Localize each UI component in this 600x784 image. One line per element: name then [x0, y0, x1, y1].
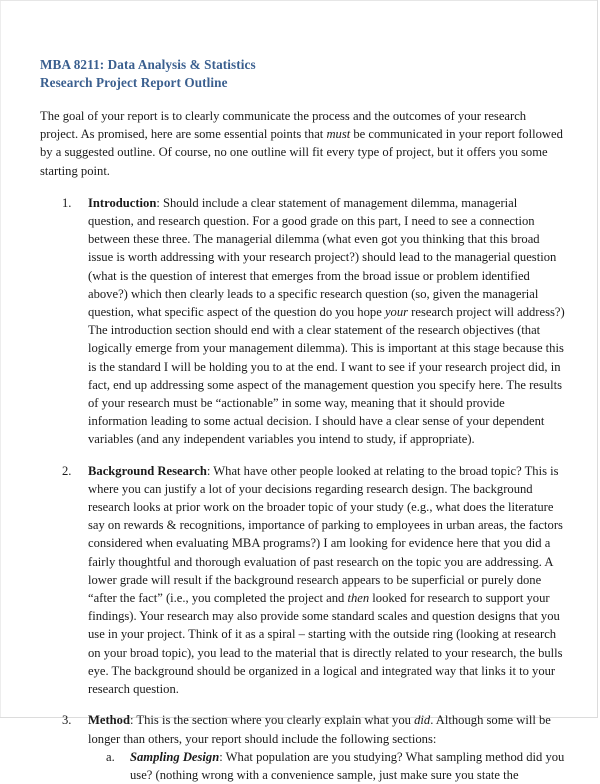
outline-item-heading: Introduction	[88, 195, 157, 210]
page-title-line-1: MBA 8211: Data Analysis & Statistics	[40, 57, 256, 72]
outline-item-text-part-2: research project will address?) The introduction section should end with a clear statement of the research objectives (that logically emerge from your management dilemma). This is important at this stage because this is the standard I will be holding you to at the end. I want to see if your research project did, in fact, end up addressing some aspect of the management question you specify here. The results of your research must be “actionable” in some way, meaning that it should provide information leading to some actual decision. I should have a clear sense of your dependent variables (and any independent variables you intend to study, if appropriate).	[88, 305, 565, 447]
sub-outline-list	[88, 748, 565, 784]
page-title	[40, 56, 565, 91]
outline-item-marker: 2.	[62, 463, 72, 478]
outline-item-marker: 1.	[62, 195, 72, 210]
outline-list	[40, 194, 565, 784]
outline-item-heading: Background Research	[88, 463, 207, 478]
outline-item-body	[88, 194, 565, 449]
sub-outline-item-text: : What population are you studying? What sampling method did you use? (nothing wrong with a convenience sample, just make sure you state the	[130, 749, 565, 782]
outline-item-text-part-1: : This is the section where you clearly explain what you	[129, 713, 415, 728]
outline-item-body	[88, 462, 565, 699]
outline-item-text-part-2: . Although some will be longer than others, your report should include the following sections:	[88, 713, 551, 746]
outline-item-heading: Method	[88, 713, 130, 728]
intro-text-part-1: The goal of your report is to clearly communicate the process and the outcomes of your research project. As promised, here are some essential points that	[40, 109, 527, 142]
sub-outline-item-sampling-design	[88, 748, 565, 784]
outline-item-text-part-2: looked for research to support your findings). Your research may also provide some standard scales and question designs that you use in your project. Think of it as a spiral – starting with the outside ring (looking at research on your broad topic), you lead to the material that is directly related to your research, the bulls eye. The background should be organized in a logical and integrated way that links it to your research question.	[88, 591, 563, 697]
intro-emphasis-must: must	[326, 127, 351, 142]
outline-item-introduction	[40, 194, 565, 449]
outline-item-emphasis-your: your	[384, 305, 409, 320]
intro-paragraph	[40, 107, 565, 180]
page-title-line-2: Research Project Report Outline	[40, 74, 228, 90]
outline-item-method	[40, 711, 565, 784]
sub-outline-item-heading: Sampling Design	[130, 749, 220, 764]
intro-text-part-2: be communicated in your report followed by a suggested outline. Of course, no one outline will fit every type of project, but it offers you some starting point.	[40, 127, 563, 178]
outline-item-background-research	[40, 462, 565, 699]
outline-item-body	[88, 711, 565, 784]
outline-item-emphasis-then: then	[347, 591, 370, 606]
sub-outline-item-marker: a.	[106, 749, 115, 764]
outline-item-text-part-1: : Should include a clear statement of management dilemma, managerial question, and research question. For a good grade on this part, I need to see a connection between these three. The managerial dilemma (what even got you thinking that this broad issue is worth addressing with your research project?) should lead to the managerial question (what is the question of interest that emerges from the broad issue or problem identified above?) which then clearly leads to a specific research question (so, given the managerial question, what specific aspect of the question do you hope	[88, 195, 557, 320]
sub-outline-item-body	[130, 750, 564, 782]
outline-item-text-part-1: : What have other people looked at relating to the broad topic? This is where you can justify a lot of your decisions regarding research design. The background research looks at prior work on the broader topic of your study (e.g., what does the literature say on rewards & recognitions, importance of parking to employees in urban areas, the factors considered when evaluating MBA programs?) I am looking for evidence here that you did a fairly thoughtful and thorough evaluation of past research on the topic you are addressing. A lower grade will result if the background research appears to be superficial or purely done “after the fact” (i.e., you completed the project and	[88, 463, 563, 606]
outline-item-emphasis-did: did	[414, 713, 431, 728]
outline-item-marker: 3.	[62, 713, 72, 728]
